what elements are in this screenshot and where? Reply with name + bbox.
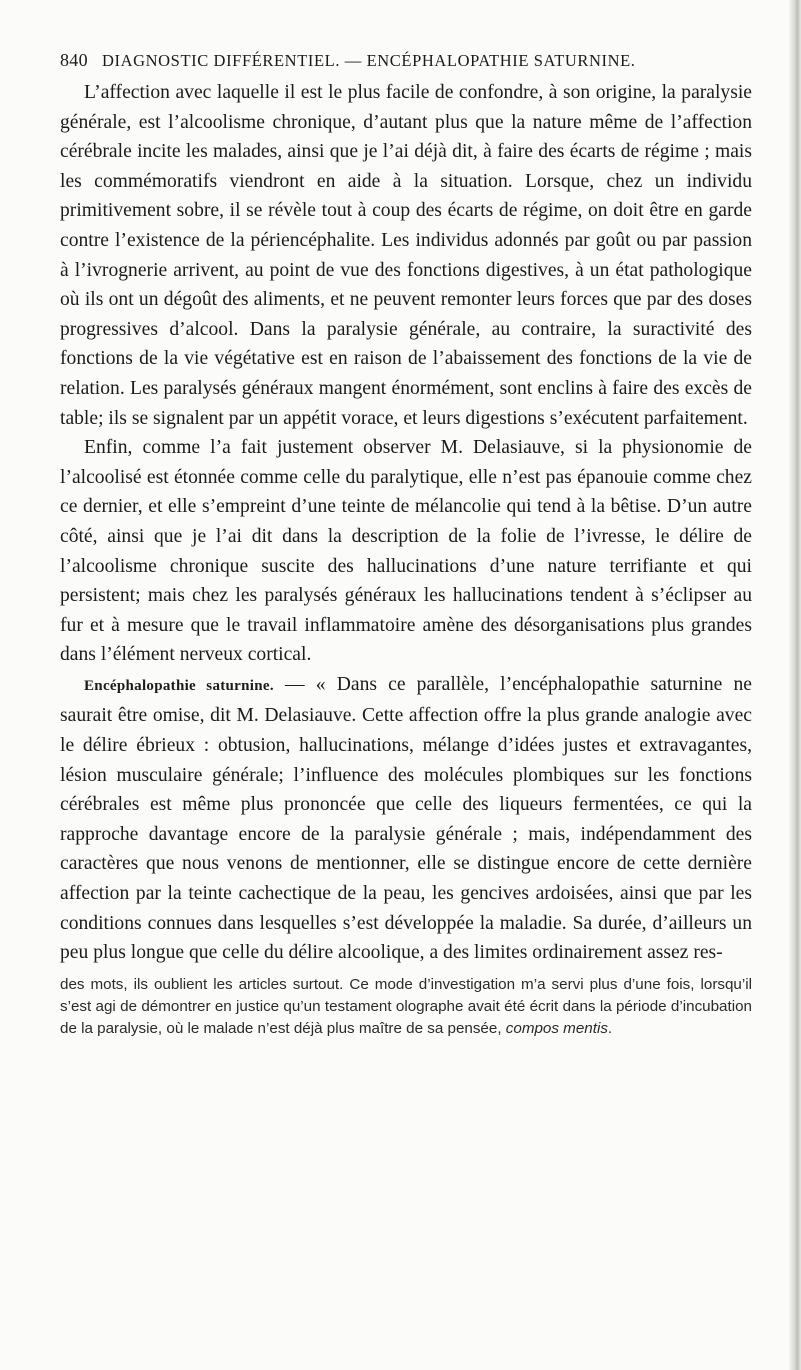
section-text: — « Dans ce parallèle, l’encéphalopathie saturnine ne saurait être omise, dit M. Delasiauve. Cette affection offre la plus grande analogie avec le délire ébrieux : obtusion, hallucinations, mélange d’idées justes et extravagantes, lésion musculaire générale; l’influence des molécules plombiques sur les fonctions cérébrales est même plus prononcée que celle des liqueurs fermentées, ce qui la rapproche davantage encore de la paralysie générale ; mais, indépendamment des caractères que nous venons de mentionner, elle se distingue encore de cette dernière affection par la teinte cachectique de la peau, les gencives ardoisées, ainsi que par les conditions connues dans lesquelles s’est développée la maladie. Sa durée, d’ailleurs un peu plus longue que celle du délire alcoolique, a des limites ordinairement assez res-	[60, 673, 752, 964]
footnote-text: des mots, ils oublient les articles surtout. Ce mode d’investigation m’a servi plus d’une fois, lorsqu’il s’est agi de démontrer en justice qu’un testament olographe avait été écrit dans la période d’incubation de la paralysie, où le malade n’est déjà plus maître de sa pensée,	[60, 975, 752, 1038]
footnote	[60, 974, 752, 1041]
page-number: 840	[60, 50, 88, 70]
running-header	[60, 50, 750, 76]
page-body	[60, 78, 752, 1040]
footnote-italic: compos mentis	[505, 1020, 608, 1038]
paragraph-saturnine	[60, 670, 752, 968]
page-edge-shadow	[789, 0, 801, 1370]
paragraph-physionomie: Enfin, comme l’a fait justement observer M. Delasiauve, si la physionomie de l’alcoolisé est étonnée comme celle du paralytique, elle n’est pas épanouie comme chez ce dernier, et elle s’empreint d’une teinte de mélancolie qui tend à la bêtise. D’un autre côté, ainsi que je l’ai dit dans la description de la folie de l’ivresse, le délire de l’alcoolisme chronique suscite des hallucinations d’une nature terrifiante et qui persistent; mais chez les paralysés généraux les hallucinations tendent à s’éclipser au fur et à mesure que le travail inflammatoire amène des désorganisations plus grandes dans l’élément nerveux cortical.	[60, 437, 752, 666]
section-heading: Encéphalopathie saturnine.	[84, 677, 274, 694]
running-title: DIAGNOSTIC DIFFÉRENTIEL. — ENCÉPHALOPATHIE SATURNINE.	[102, 51, 636, 70]
paragraph-alcoolisme: L’affection avec laquelle il est le plus facile de confondre, à son origine, la paralysie générale, est l’alcoolisme chronique, d’autant plus que la nature même de l’affection cérébrale incite les malades, ainsi que je l’ai déjà dit, à faire des écarts de régime ; mais les commémoratifs viendront en aide à la situation. Lorsque, chez un individu primitivement sobre, il se révèle tout à coup des écarts de régime, on doit être en garde contre l’existence de la périencéphalite. Les individus adonnés par goût ou par passion à l’ivrognerie arrivent, au point de vue des fonctions digestives, à un état pathologique où ils ont un dégoût des aliments, et ne peuvent remonter leurs forces que par des doses progressives d’alcool. Dans la paralysie générale, au contraire, la suractivité des fonctions de la vie végétative est en raison de l’abaissement des fonctions de la vie de relation. Les paralysés généraux mangent énormément, sont enclins à faire des excès de table; ils se signalent par un appétit vorace, et leurs digestions s’exécutent parfaitement.	[60, 82, 752, 429]
footnote-end: .	[607, 1020, 613, 1038]
